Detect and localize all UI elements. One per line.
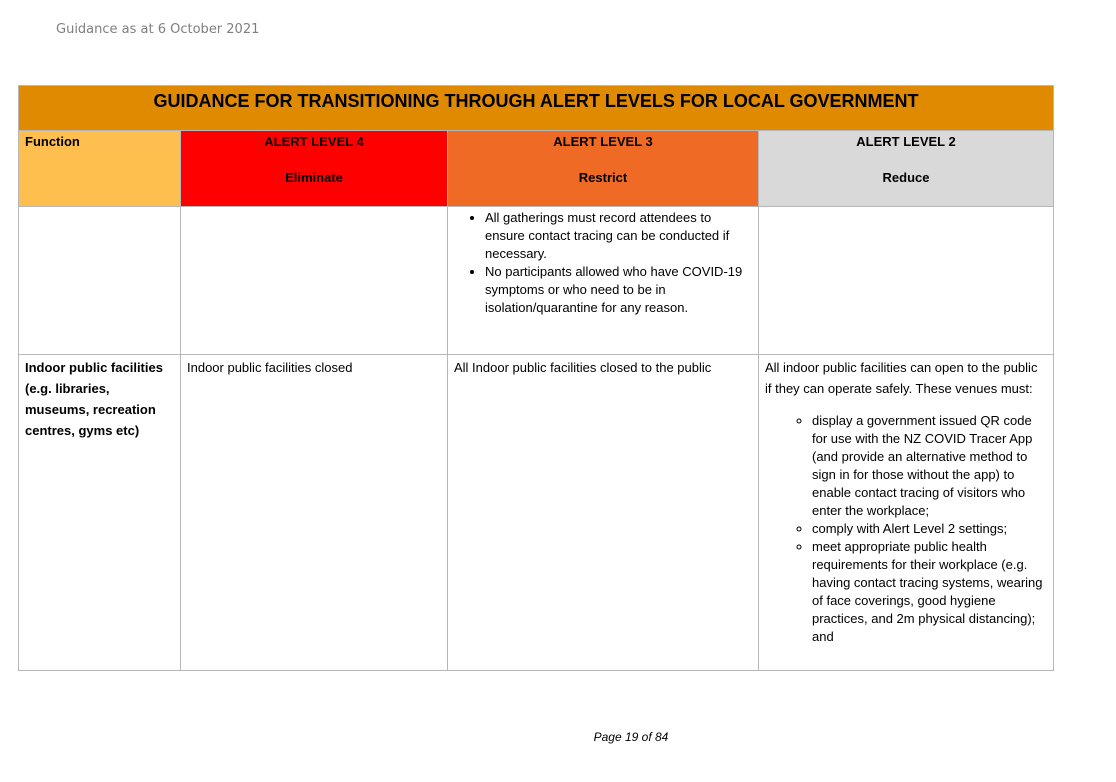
row-indoor-level3 bbox=[448, 355, 759, 671]
list-item: ◦ comply with Alert Level 2 settings; bbox=[812, 520, 1047, 538]
list-item: • No participants allowed who have COVID-19 symptoms or who need to be in isolation/quarantine for any reason. bbox=[485, 263, 752, 317]
row-continued-function bbox=[19, 207, 181, 355]
function-label: Indoor public facilities (e.g. libraries, museums, recreation centres, gyms etc) bbox=[25, 360, 163, 438]
row-continued-level4 bbox=[181, 207, 448, 355]
table-title: GUIDANCE FOR TRANSITIONING THROUGH ALERT LEVELS FOR LOCAL GOVERNMENT bbox=[19, 86, 1054, 131]
row-continued-level2 bbox=[759, 207, 1054, 355]
header-level3-subtitle: Restrict bbox=[578, 170, 628, 185]
table-title-row bbox=[19, 86, 1054, 131]
header-level2-subtitle: Reduce bbox=[882, 170, 930, 185]
running-head: Guidance as at 6 October 2021 bbox=[56, 22, 260, 37]
row-indoor-level4 bbox=[181, 355, 448, 671]
level4-text: Indoor public facilities closed bbox=[187, 360, 353, 375]
header-function bbox=[19, 131, 181, 207]
header-level3-title: ALERT LEVEL 3 bbox=[553, 134, 653, 149]
page-number: Page 19 of 84 bbox=[593, 730, 669, 744]
level3-bullet-list bbox=[430, 209, 752, 317]
list-item: ◦ display a government issued QR code for use with the NZ COVID Tracer App (and provide an alternative method to sign in for those without the app) to enable contact tracing of visitors who enter the workplace; bbox=[812, 412, 1047, 520]
header-function-label: Function bbox=[25, 134, 80, 149]
level2-requirements-list bbox=[765, 412, 1047, 646]
list-item: • All gatherings must record attendees to ensure contact tracing can be conducted if necessary. bbox=[485, 209, 752, 263]
header-level4-title: ALERT LEVEL 4 bbox=[264, 134, 364, 149]
header-level4-subtitle: Eliminate bbox=[285, 170, 343, 185]
header-alert-level-4 bbox=[181, 131, 448, 207]
header-alert-level-2 bbox=[759, 131, 1054, 207]
alert-level-guidance-table bbox=[18, 85, 1054, 671]
row-indoor-level2 bbox=[759, 355, 1054, 671]
header-alert-level-3 bbox=[448, 131, 759, 207]
list-item: ◦ meet appropriate public health requirements for their workplace (e.g. having contact tracing systems, wearing of face coverings, good hygiene practices, and 2m physical distancing); and bbox=[812, 538, 1047, 646]
level3-text: All Indoor public facilities closed to the public bbox=[454, 360, 712, 375]
row-indoor-function bbox=[19, 355, 181, 671]
level2-intro: All indoor public facilities can open to the public if they can operate safely. These venues must: bbox=[765, 360, 1038, 396]
row-continued-level3 bbox=[448, 207, 759, 355]
header-level2-title: ALERT LEVEL 2 bbox=[856, 134, 956, 149]
table-row bbox=[19, 355, 1054, 671]
table-header-row bbox=[19, 131, 1054, 207]
table-row bbox=[19, 207, 1054, 355]
